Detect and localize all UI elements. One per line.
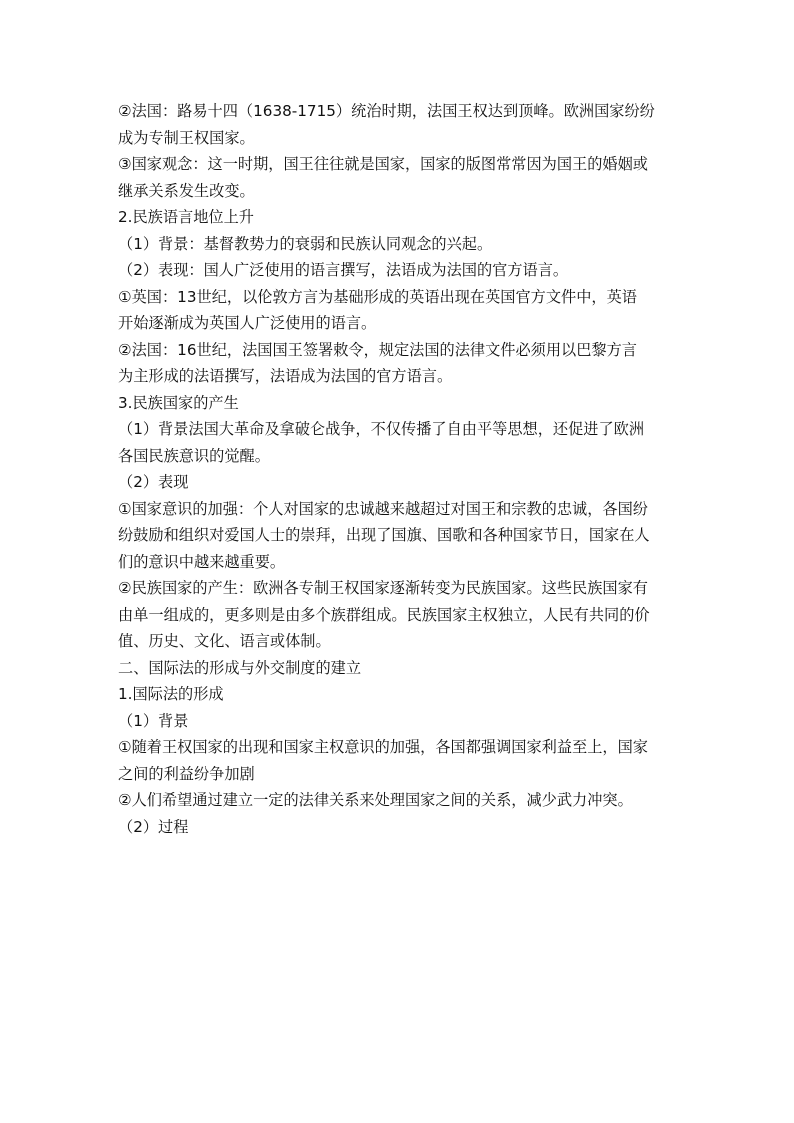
paragraph	[118, 151, 680, 204]
text-line: ①英国：13世纪，以伦敦方言为基础形成的英语出现在英国官方文件中，英语	[118, 287, 637, 306]
paragraph	[118, 284, 680, 337]
text-line: 们的意识中越来越重要。	[118, 552, 286, 571]
paragraph	[118, 708, 680, 735]
document-body	[118, 98, 680, 840]
paragraph	[118, 390, 680, 417]
paragraph	[118, 98, 680, 151]
text-line: （1）背景：基督教势力的衰弱和民族认同观念的兴起。	[118, 234, 493, 253]
text-line: （1）背景	[118, 711, 189, 730]
paragraph	[118, 734, 680, 787]
paragraph	[118, 231, 680, 258]
paragraph	[118, 469, 680, 496]
text-line: 纷鼓励和组织对爱国人士的崇拜，出现了国旗、国歌和各种国家节日，国家在人	[118, 526, 650, 544]
text-line: ①随着王权国家的出现和国家主权意识的加强，各国都强调国家利益至上，国家	[118, 738, 648, 756]
text-line: 二、国际法的形成与外交制度的建立	[118, 658, 361, 677]
text-line: 由单一组成的，更多则是由多个族群组成。民族国家主权独立，人民有共同的价	[118, 605, 650, 624]
paragraph	[118, 204, 680, 231]
text-line: （1）背景法国大革命及拿破仑战争，不仅传播了自由平等思想，还促进了欧洲	[118, 420, 645, 438]
paragraph	[118, 681, 680, 708]
text-line: ②民族国家的产生：欧洲各专制王权国家逐渐转变为民族国家。这些民族国家有	[118, 579, 648, 597]
text-line: 3.民族国家的产生	[118, 393, 239, 412]
paragraph	[118, 416, 680, 469]
paragraph	[118, 655, 680, 682]
text-line: ③国家观念：这一时期，国王往往就是国家，国家的版图常常因为国王的婚姻或	[118, 155, 648, 173]
text-line: ②法国：16世纪，法国国王签署敕令，规定法国的法律文件必须用以巴黎方言	[118, 340, 637, 359]
paragraph	[118, 337, 680, 390]
paragraph	[118, 257, 680, 284]
text-line: ①国家意识的加强：个人对国家的忠诚越来越超过对国王和宗教的忠诚，各国纷	[118, 499, 648, 518]
text-line: 为主形成的法语撰写，法语成为法国的官方语言。	[118, 367, 453, 385]
text-line: （2）表现：国人广泛使用的语言撰写，法语成为法国的官方语言。	[118, 261, 569, 279]
text-line: 继承关系发生改变。	[118, 181, 255, 200]
text-line: 各国民族意识的觉醒。	[118, 446, 270, 465]
text-line: 之间的利益纷争加剧	[118, 764, 255, 783]
paragraph	[118, 575, 680, 655]
paragraph	[118, 496, 680, 576]
paragraph	[118, 787, 680, 814]
paragraph	[118, 814, 680, 841]
text-line: （2）表现	[118, 473, 189, 491]
text-line: （2）过程	[118, 817, 189, 836]
text-line: ②人们希望通过建立一定的法律关系来处理国家之间的关系，减少武力冲突。	[118, 791, 633, 809]
text-line: 1.国际法的形成	[118, 685, 224, 703]
text-line: 成为专制王权国家。	[118, 128, 255, 147]
text-line: ②法国：路易十四（1638-1715）统治时期，法国王权达到顶峰。欧洲国家纷纷	[118, 102, 655, 120]
text-line: 2.民族语言地位上升	[118, 208, 254, 226]
text-line: 开始逐渐成为英国人广泛使用的语言。	[118, 314, 377, 332]
text-line: 值、历史、文化、语言或体制。	[118, 632, 331, 650]
